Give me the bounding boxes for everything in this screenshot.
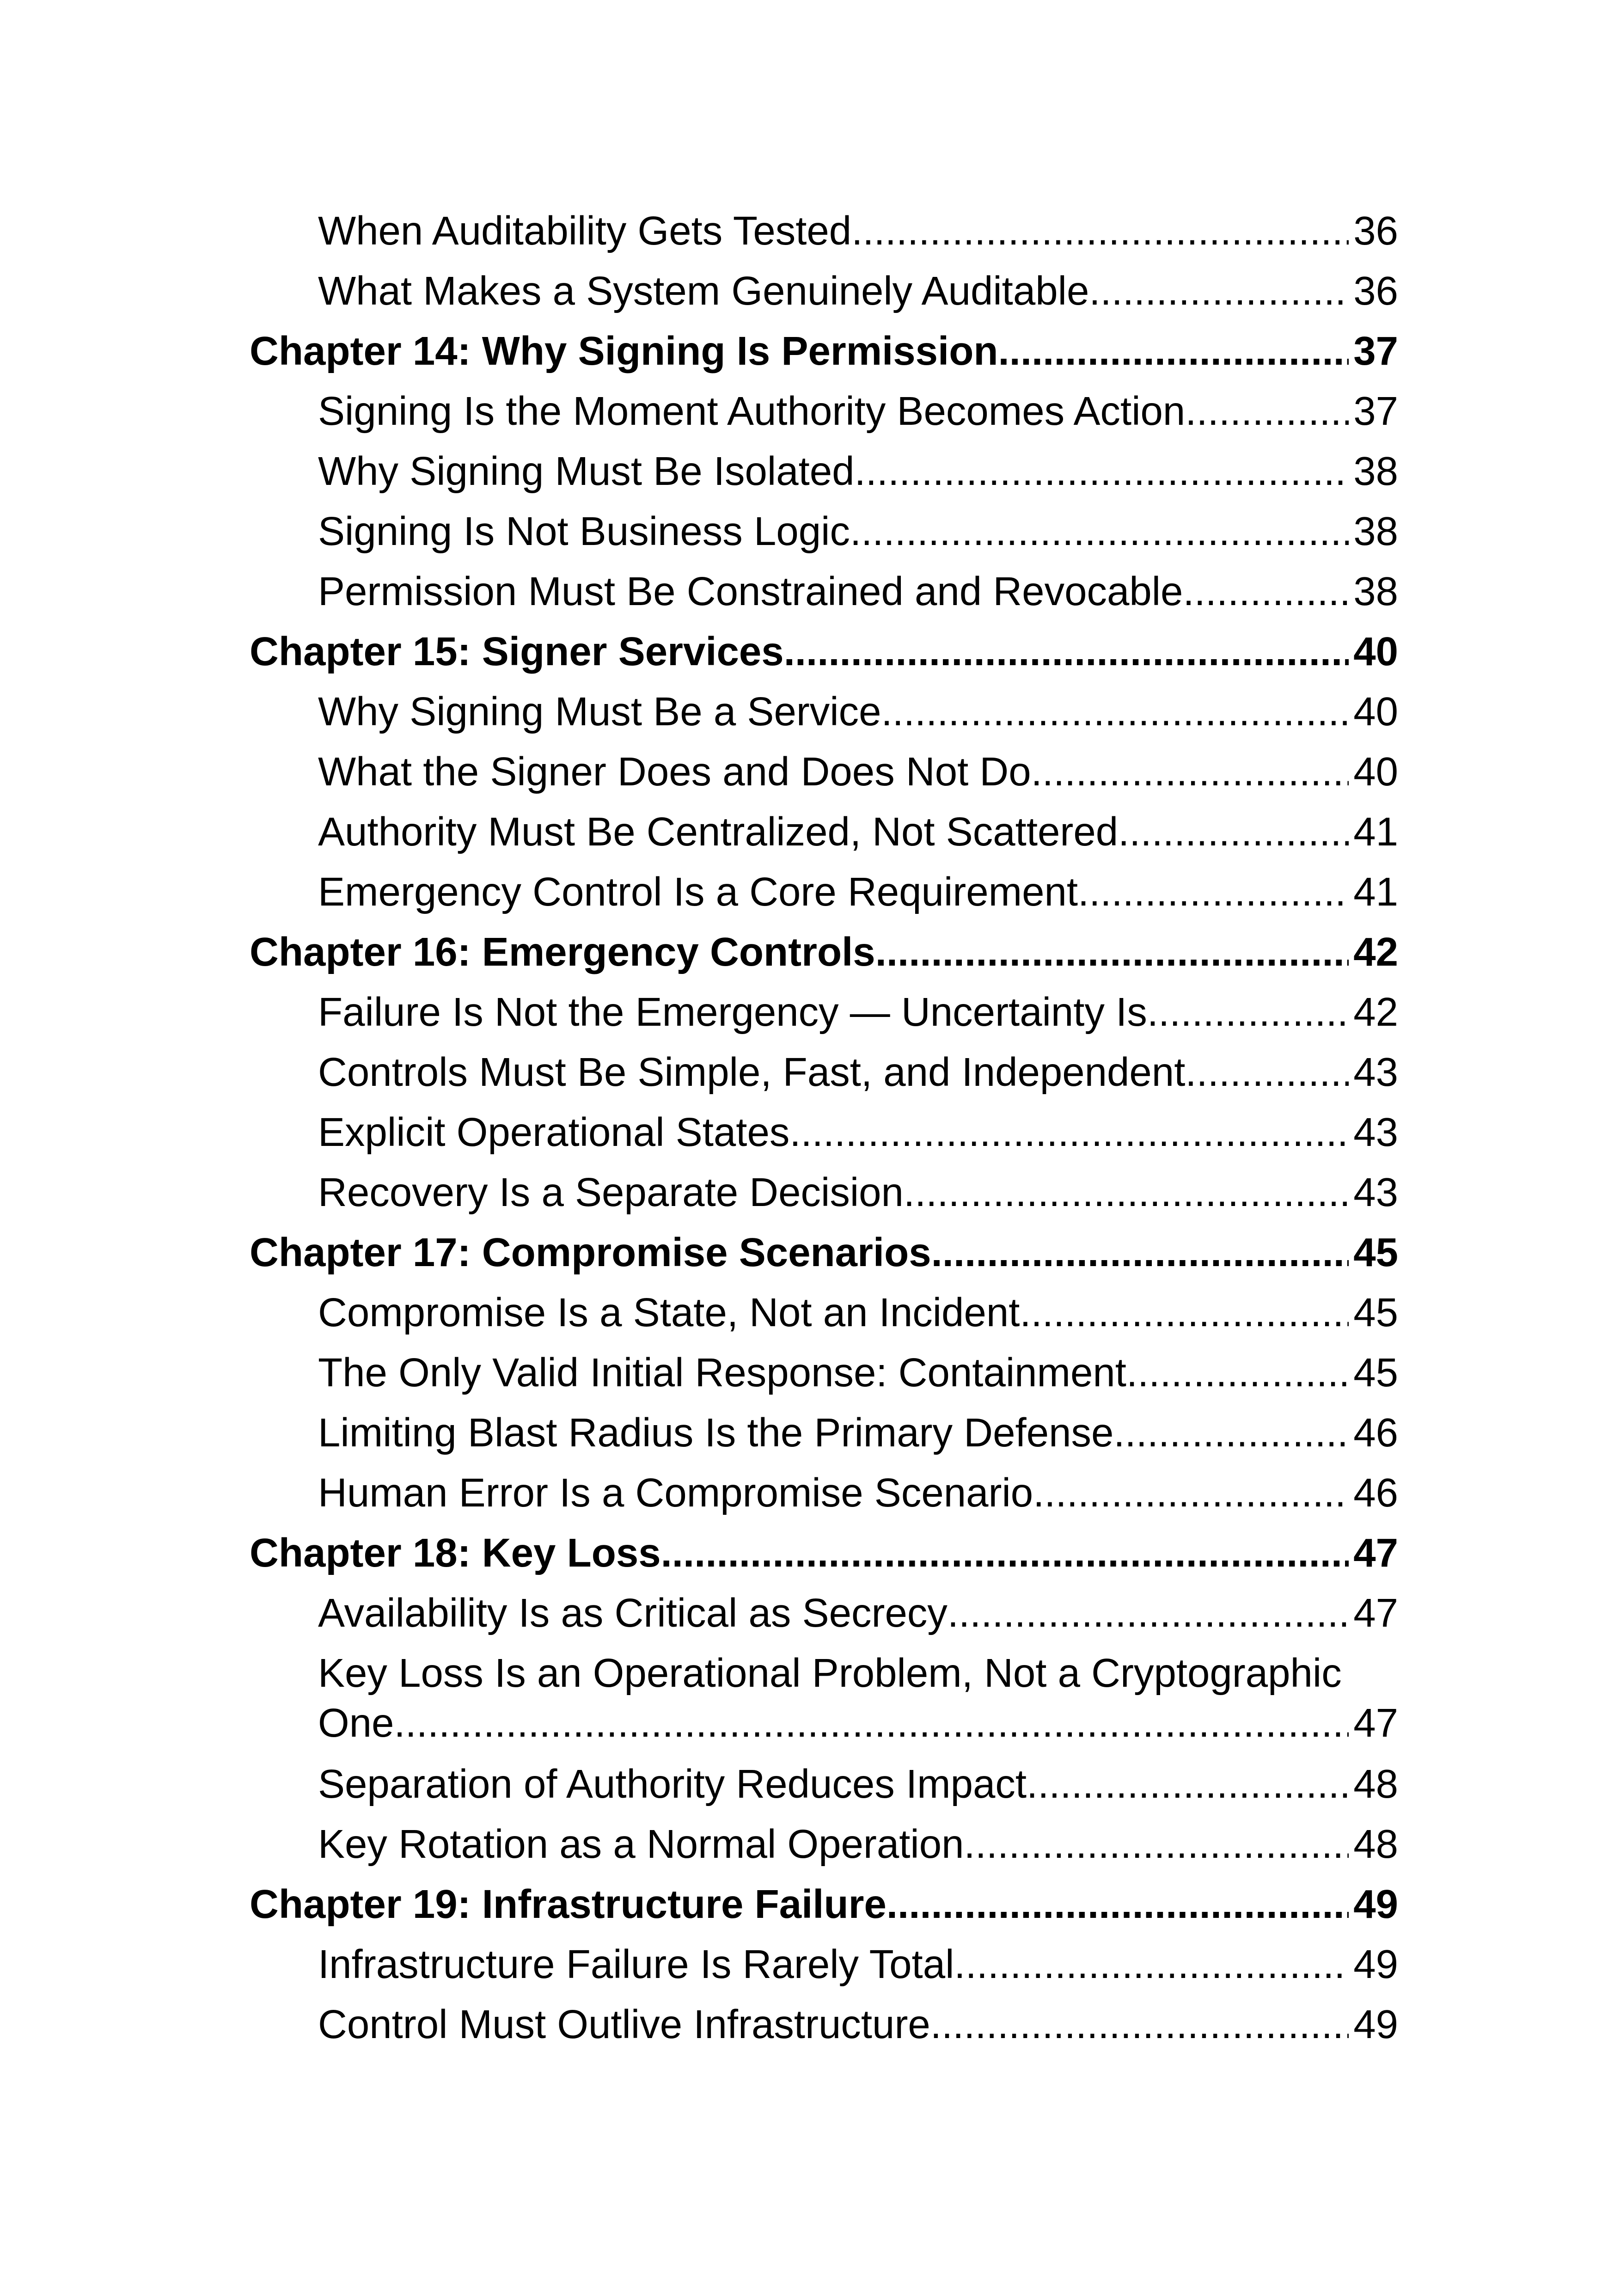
toc-entry-page: 36 [1353, 269, 1398, 313]
toc-entry-title: Compromise Is a State, Not an Incident [318, 1290, 1020, 1335]
toc-entry[interactable] [250, 1761, 1398, 1821]
toc-entry-page: 40 [1353, 749, 1398, 794]
toc-entry-page: 40 [1353, 689, 1398, 734]
toc-entry[interactable] [250, 1109, 1398, 1169]
toc-entry-title: What Makes a System Genuinely Auditable [318, 269, 1089, 313]
toc-entry-page: 38 [1353, 569, 1398, 614]
dot-leader [954, 1941, 1349, 1988]
toc-entry-page: 43 [1353, 1050, 1398, 1095]
toc-entry[interactable] [250, 569, 1398, 629]
dot-leader [1147, 989, 1349, 1035]
dot-leader [948, 1590, 1349, 1636]
toc-entry[interactable] [250, 749, 1398, 809]
toc-entry-title: Signing Is the Moment Authority Becomes Action [318, 389, 1186, 434]
toc-entry-page: 37 [1353, 389, 1398, 434]
toc-entry-second-line [318, 1700, 1398, 1746]
toc-chapter-title: Chapter 16: Emergency Controls [250, 930, 875, 974]
dot-leader [904, 1169, 1349, 1216]
dot-leader [661, 1530, 1349, 1576]
toc-entry-title: Emergency Control Is a Core Requirement [318, 869, 1078, 914]
toc-entry[interactable] [250, 1821, 1398, 1881]
toc-entry-title: Why Signing Must Be a Service [318, 689, 881, 734]
toc-entry-title: Failure Is Not the Emergency — Uncertainty Is [318, 990, 1147, 1035]
toc-entry-page: 42 [1353, 990, 1398, 1035]
dot-leader [886, 1881, 1349, 1928]
dot-leader [1113, 1410, 1349, 1456]
toc-entry-title: Limiting Blast Radius Is the Primary Defense [318, 1410, 1114, 1455]
toc-entry-title: Recovery Is a Separate Decision [318, 1170, 904, 1215]
toc-chapter-title: Chapter 18: Key Loss [250, 1531, 661, 1575]
toc-entry[interactable] [250, 1410, 1398, 1470]
toc-chapter[interactable] [250, 929, 1398, 989]
toc-entry[interactable] [250, 268, 1398, 328]
toc-entry[interactable] [250, 1650, 1398, 1761]
toc-entry-page: 47 [1353, 1701, 1398, 1745]
toc-chapter[interactable] [250, 1230, 1398, 1290]
toc-entry[interactable] [250, 1590, 1398, 1650]
toc-entry-title: Authority Must Be Centralized, Not Scattered [318, 809, 1119, 854]
toc-entry-page: 47 [1353, 1591, 1398, 1635]
toc-entry-title: When Auditability Gets Tested [318, 208, 852, 253]
toc-chapter-page: 40 [1353, 629, 1398, 674]
toc-chapter-page: 42 [1353, 930, 1398, 974]
toc-entry-page: 43 [1353, 1170, 1398, 1215]
toc-entry-page: 49 [1353, 1942, 1398, 1987]
dot-leader [931, 1230, 1349, 1276]
toc-entry[interactable] [250, 869, 1398, 929]
toc-entry[interactable] [250, 1350, 1398, 1410]
toc-entry[interactable] [250, 1470, 1398, 1530]
toc-entry-page: 49 [1353, 2002, 1398, 2047]
dot-leader [1118, 809, 1349, 855]
toc-entry-page: 41 [1353, 869, 1398, 914]
dot-leader [930, 2002, 1349, 2048]
table-of-contents [250, 208, 1398, 2062]
toc-chapter-page: 45 [1353, 1230, 1398, 1275]
dot-leader [1185, 1049, 1349, 1096]
toc-entry-page: 48 [1353, 1822, 1398, 1867]
dot-leader [1020, 1290, 1349, 1336]
toc-entry[interactable] [250, 1941, 1398, 2002]
toc-chapter-page: 37 [1353, 329, 1398, 373]
dot-leader [1183, 569, 1349, 615]
toc-chapter-title: Chapter 19: Infrastructure Failure [250, 1882, 886, 1927]
toc-entry[interactable] [250, 1290, 1398, 1350]
toc-entry-title: Infrastructure Failure Is Rarely Total [318, 1942, 954, 1987]
toc-entry-title: The Only Valid Initial Response: Containment [318, 1350, 1126, 1395]
toc-entry[interactable] [250, 388, 1398, 448]
toc-entry-title: Key Rotation as a Normal Operation [318, 1822, 964, 1867]
toc-chapter[interactable] [250, 629, 1398, 689]
dot-leader [1033, 1470, 1349, 1516]
toc-entry-title: Explicit Operational States [318, 1110, 790, 1155]
toc-chapter-title: Chapter 17: Compromise Scenarios [250, 1230, 931, 1275]
toc-entry-page: 38 [1353, 449, 1398, 494]
toc-chapter[interactable] [250, 328, 1398, 388]
toc-entry-page: 46 [1353, 1470, 1398, 1515]
toc-entry-title: Separation of Authority Reduces Impact [318, 1762, 1027, 1806]
toc-entry[interactable] [250, 1049, 1398, 1109]
dot-leader [875, 929, 1349, 975]
dot-leader [850, 508, 1349, 555]
toc-entry-title: Why Signing Must Be Isolated [318, 449, 855, 494]
toc-chapter-title: Chapter 14: Why Signing Is Permission [250, 329, 998, 373]
toc-entry[interactable] [250, 989, 1398, 1049]
dot-leader [881, 689, 1349, 735]
toc-entry[interactable] [250, 508, 1398, 569]
toc-entry-page: 43 [1353, 1110, 1398, 1155]
dot-leader [1126, 1350, 1349, 1396]
dot-leader [998, 328, 1349, 374]
dot-leader [1078, 869, 1349, 915]
toc-entry-page: 36 [1353, 208, 1398, 253]
toc-entry[interactable] [250, 2002, 1398, 2062]
toc-chapter-page: 49 [1353, 1882, 1398, 1927]
dot-leader [1185, 388, 1349, 435]
toc-entry-title-line2: One [318, 1701, 394, 1745]
toc-entry-title: Human Error Is a Compromise Scenario [318, 1470, 1033, 1515]
dot-leader [851, 208, 1349, 254]
dot-leader [394, 1700, 1349, 1746]
toc-entry-title: Control Must Outlive Infrastructure [318, 2002, 930, 2047]
toc-entry-page: 46 [1353, 1410, 1398, 1455]
toc-entry[interactable] [250, 809, 1398, 869]
dot-leader [1031, 749, 1349, 795]
toc-entry-page: 48 [1353, 1762, 1398, 1806]
toc-chapter[interactable] [250, 1530, 1398, 1590]
toc-entry-title: Signing Is Not Business Logic [318, 509, 850, 554]
dot-leader [789, 1109, 1349, 1156]
toc-entry[interactable] [250, 1169, 1398, 1230]
dot-leader [1089, 268, 1349, 314]
toc-entry-title: Availability Is as Critical as Secrecy [318, 1591, 948, 1635]
toc-chapter[interactable] [250, 1881, 1398, 1941]
toc-entry-title: Controls Must Be Simple, Fast, and Independent [318, 1050, 1186, 1095]
toc-chapter-page: 47 [1353, 1531, 1398, 1575]
dot-leader [964, 1821, 1349, 1867]
dot-leader [1027, 1761, 1349, 1807]
toc-entry-title-line1: Key Loss Is an Operational Problem, Not a Cryptographic [318, 1651, 1342, 1696]
toc-entry-page: 45 [1353, 1290, 1398, 1335]
dot-leader [784, 629, 1349, 675]
toc-chapter-title: Chapter 15: Signer Services [250, 629, 784, 674]
dot-leader [855, 448, 1349, 495]
toc-entry[interactable] [250, 208, 1398, 268]
toc-entry[interactable] [250, 689, 1398, 749]
toc-entry-page: 41 [1353, 809, 1398, 854]
toc-entry[interactable] [250, 448, 1398, 508]
toc-entry-page: 38 [1353, 509, 1398, 554]
toc-entry-title: Permission Must Be Constrained and Revocable [318, 569, 1183, 614]
toc-entry-page: 45 [1353, 1350, 1398, 1395]
toc-entry-title: What the Signer Does and Does Not Do [318, 749, 1031, 794]
